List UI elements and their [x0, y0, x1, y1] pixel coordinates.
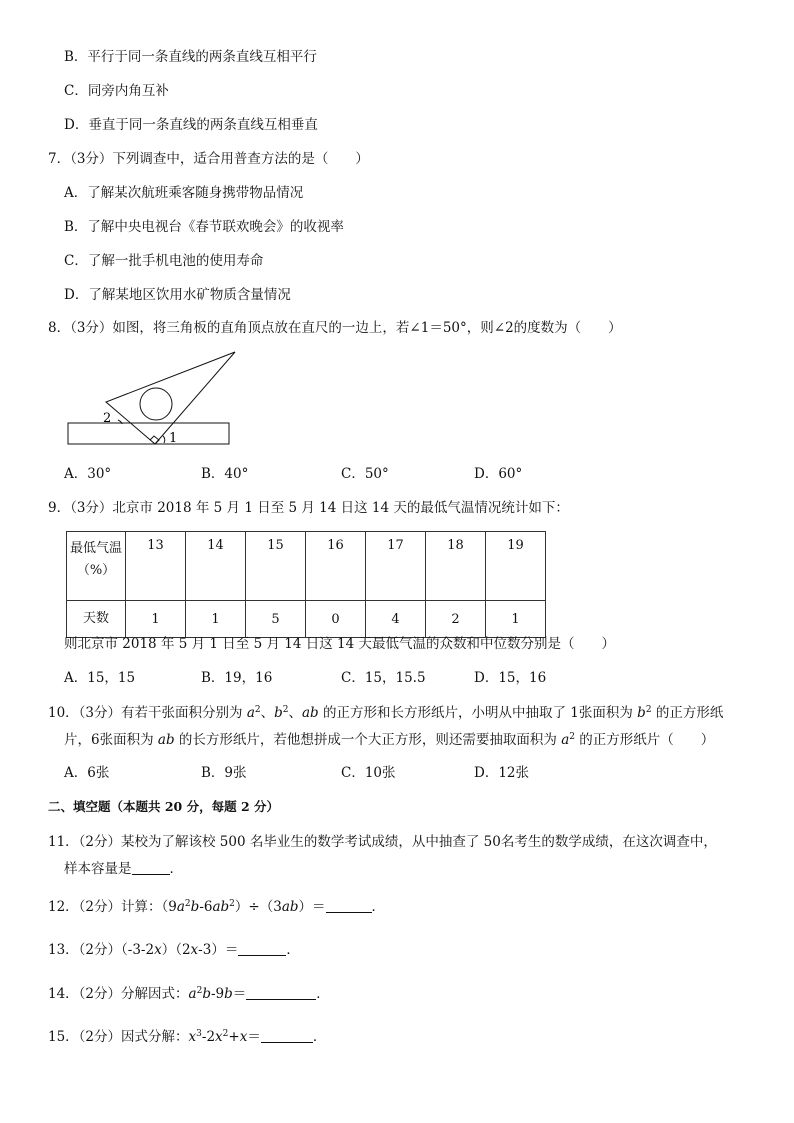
q8-options [0, 465, 794, 483]
days-cell: 2 [426, 601, 486, 638]
q9-temperature-table [66, 531, 546, 638]
q8-stem: 8．（3分）如图，将三角板的直角顶点放在直尺的一边上，若∠1＝50°，则∠2的度数为（ ） [48, 320, 622, 336]
q6-option-d: D．垂直于同一条直线的两条直线互相垂直 [64, 117, 318, 133]
q15-answer-blank[interactable] [261, 1030, 313, 1043]
days-cell: 1 [186, 601, 246, 638]
q8-figure-ruler-triangle [60, 346, 260, 450]
section-2-title: 二、填空题（本题共 20 分，每题 2 分） [48, 799, 280, 814]
ruler [68, 423, 229, 444]
q8-option-d: D．60° [474, 466, 523, 482]
right-angle-mark [150, 436, 159, 444]
q7-option-d: D．了解某地区饮用水矿物质含量情况 [64, 287, 291, 303]
days-cell: 0 [306, 601, 366, 638]
temp-cell: 17 [366, 532, 426, 601]
angle-label-2: 2 [103, 411, 112, 426]
q13-line: 13．（2分）（-3-2x）（2x-3）＝ ． [48, 942, 300, 958]
triangle-hole [140, 388, 172, 420]
q7-option-b: B．了解中央电视台《春节联欢晚会》的收视率 [64, 219, 344, 235]
days-cell: 4 [366, 601, 426, 638]
table-header-temperature-line2: （%） [76, 563, 116, 578]
angle-label-1: 1 [169, 431, 178, 446]
q9-stem: 9．（3分）北京市 2018 年 5 月 1 日至 5 月 14 日这 14 天的最低气温情况统计如下： [48, 500, 569, 516]
q11-line1: 11．（2分）某校为了解该校 500 名毕业生的数学考试成绩，从中抽查了 50名考生的数学成绩，在这次调查中， [48, 834, 717, 850]
q15-line: 15．（2分）因式分解：$x^3-2x^2+x=$ ． [48, 1029, 327, 1045]
q8-option-b: B．40° [201, 466, 249, 482]
q10-line2: 片，6张面积为 ab 的长方形纸片，若他想拼成一个大正方形，则还需要抽取面积为 $a^2$ 的正方形纸片（ ） [64, 732, 715, 748]
q8-option-c: C．50° [341, 466, 389, 482]
q10-line1: 10．（3分）有若干张面积分别为 $a^2$、$b^2$、ab 的正方形和长方形纸片，小明从中抽取了 1张面积为 $b^2$ 的正方形纸 [48, 705, 724, 721]
angle-1-arc [163, 436, 165, 443]
temp-cell: 19 [486, 532, 546, 601]
q8-option-a: A．30° [64, 466, 112, 482]
q12-line: 12．（2分）计算：$(9a^2b-6ab^2)\div(3ab)=$ ． [48, 899, 386, 915]
q10-option-a: A．6张 [64, 765, 110, 781]
q6-option-b: B．平行于同一条直线的两条直线互相平行 [64, 49, 317, 65]
table-row-temperature [67, 532, 546, 601]
q9-option-a: A．15，15 [64, 670, 136, 686]
table-header-days: 天数 [67, 601, 126, 638]
days-cell: 1 [126, 601, 186, 638]
q10-options [0, 764, 794, 782]
q10-option-d: D．12张 [474, 765, 530, 781]
q10-option-b: B．9张 [201, 765, 247, 781]
q14-line: 14．（2分）分解因式：$a^2b-9b=$ ． [48, 986, 330, 1002]
days-cell: 5 [246, 601, 306, 638]
temp-cell: 18 [426, 532, 486, 601]
q7-option-a: A．了解某次航班乘客随身携带物品情况 [64, 185, 304, 201]
q7-stem: 7．（3分）下列调查中，适合用普查方法的是（ ） [48, 151, 369, 167]
q9-option-b: B．19，16 [201, 670, 273, 686]
q12-answer-blank[interactable] [326, 900, 372, 913]
temp-cell: 13 [126, 532, 186, 601]
q13-answer-blank[interactable] [238, 943, 286, 956]
table-header-temperature-line1: 最低气温 [69, 541, 122, 556]
q9-options [0, 669, 794, 687]
temp-cell: 14 [186, 532, 246, 601]
table-header-temperature [67, 532, 126, 601]
q11-line2: 样本容量是 ． [64, 861, 183, 877]
days-cell: 1 [486, 601, 546, 638]
q9-option-d: D．15，16 [474, 670, 547, 686]
q14-answer-blank[interactable] [246, 987, 316, 1000]
temp-cell: 16 [306, 532, 366, 601]
q6-option-c: C．同旁内角互补 [64, 83, 169, 99]
temp-cell: 15 [246, 532, 306, 601]
q7-option-c: C．了解一批手机电池的使用寿命 [64, 253, 264, 269]
q9-followup: 则北京市 2018 年 5 月 1 日至 5 月 14 日这 14 天最低气温的众数和中位数分别是（ ） [64, 636, 615, 652]
q9-option-c: C．15，15.5 [341, 670, 426, 686]
q11-answer-blank[interactable] [132, 862, 170, 875]
table-row-days [67, 601, 546, 638]
q10-option-c: C．10张 [341, 765, 396, 781]
